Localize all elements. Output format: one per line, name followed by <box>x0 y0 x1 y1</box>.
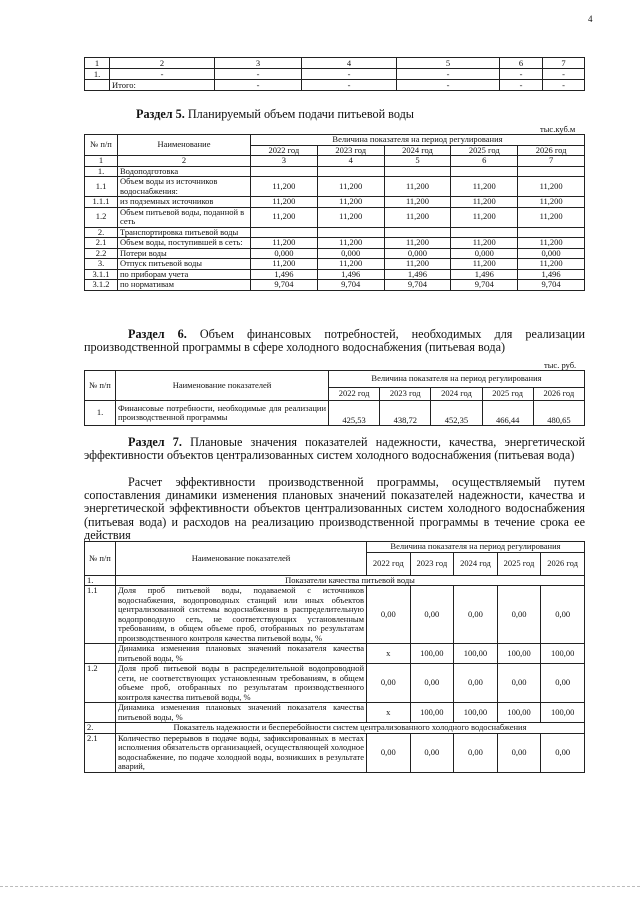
col-header-period: Величина показателя на период регулирования <box>367 542 585 553</box>
table-cell: 0,000 <box>518 248 585 259</box>
table-cell: 9,704 <box>317 280 384 291</box>
section-5-table <box>84 134 585 291</box>
table-row <box>85 664 585 703</box>
table-cell: 2 <box>110 58 215 69</box>
table-cell: Итого: <box>110 80 215 91</box>
table-cell: 1.2 <box>85 664 116 703</box>
table-cell: 0,000 <box>317 248 384 259</box>
table-row <box>85 371 585 388</box>
table-row <box>85 238 585 249</box>
col-header-period: Величина показателя на период регулирования <box>251 135 585 146</box>
table-cell: 0,00 <box>541 733 585 772</box>
table-cell: 2. <box>85 227 118 238</box>
table-cell: Объем воды, поступившей в сеть: <box>118 238 251 249</box>
table-cell: 1,496 <box>384 269 451 280</box>
table-cell: 1.1 <box>85 586 116 644</box>
table-cell: 11,200 <box>518 238 585 249</box>
table-cell: 11,200 <box>251 207 318 227</box>
table-cell: 1. <box>85 401 116 426</box>
table-cell: 0,00 <box>454 733 498 772</box>
table-cell: 100,00 <box>410 703 454 723</box>
year-header: 2025 год <box>482 388 533 401</box>
table-row <box>85 197 585 208</box>
section-7-title-text: Плановые значения показателей надежности, качества, энергетической эффективности объектов централизованных систем холодного водоснабжения (питьевая вода) <box>84 435 585 463</box>
table-row <box>85 156 585 167</box>
table-cell: 6 <box>451 156 518 167</box>
table-cell: 11,200 <box>384 259 451 270</box>
table-cell: 0,000 <box>251 248 318 259</box>
table-cell: 100,00 <box>454 703 498 723</box>
table-cell: Количество перерывов в подаче воды, зафиксированных в местах исполнения обязательств организацией, осуществляющей холодное водоснабжение, по подаче холодной воды, возникших в результате аварий, <box>116 733 367 772</box>
table-cell: х <box>367 703 411 723</box>
table-cell: по приборам учета <box>118 269 251 280</box>
table-row <box>85 166 585 177</box>
table-cell: 11,200 <box>384 197 451 208</box>
table-cell: 7 <box>518 156 585 167</box>
table-cell: 4 <box>317 156 384 167</box>
table-cell: 480,65 <box>533 401 584 426</box>
table-cell: х <box>367 644 411 664</box>
table-cell: 0,00 <box>497 733 541 772</box>
table-cell: 3.1.2 <box>85 280 118 291</box>
section-heading-row: Показатель надежности и бесперебойности систем централизованного холодного водоснабжения <box>116 723 585 734</box>
table-cell <box>384 166 451 177</box>
table-cell: 2. <box>85 723 116 734</box>
table-cell: 11,200 <box>451 207 518 227</box>
table-row <box>85 733 585 772</box>
table-row <box>85 542 585 553</box>
table-cell: 5 <box>384 156 451 167</box>
col-header-period: Величина показателя на период регулирования <box>329 371 585 388</box>
col-header-num: № п/п <box>85 371 116 401</box>
table-cell: - <box>543 69 585 80</box>
table-cell: 452,35 <box>431 401 482 426</box>
year-header: 2025 год <box>497 552 541 575</box>
section-6-title-text: Объем финансовых потребностей, необходимых для реализации производственной программы в сфере холодного водоснабжения (питьевая вода) <box>84 327 585 355</box>
table-cell: 1 <box>85 156 118 167</box>
table-cell: 0,00 <box>367 733 411 772</box>
table-cell: 9,704 <box>251 280 318 291</box>
table-row <box>85 644 585 664</box>
table-cell <box>85 80 110 91</box>
table-cell <box>518 166 585 177</box>
table-cell: 11,200 <box>451 177 518 197</box>
year-header: 2023 год <box>410 552 454 575</box>
section-5-title-bold: Раздел 5. <box>136 107 185 121</box>
section-heading-row: Показатели качества питьевой воды <box>116 575 585 586</box>
table-cell: 0,00 <box>367 586 411 644</box>
table-cell: Объем воды из источников водоснабжения: <box>118 177 251 197</box>
table-cell: 11,200 <box>384 207 451 227</box>
year-header: 2025 год <box>451 145 518 156</box>
table-cell: 1 <box>85 58 110 69</box>
table-cell <box>451 227 518 238</box>
table-cell: 1. <box>85 166 118 177</box>
year-header: 2024 год <box>384 145 451 156</box>
table-row <box>85 575 585 586</box>
table-row <box>85 58 585 69</box>
table-cell <box>251 166 318 177</box>
table-cell: - <box>500 80 543 91</box>
section-5-title <box>136 108 596 121</box>
table-cell: 11,200 <box>451 197 518 208</box>
table-cell: 9,704 <box>518 280 585 291</box>
table-cell: 100,00 <box>454 644 498 664</box>
table-cell: 6 <box>500 58 543 69</box>
table-cell: 3 <box>215 58 302 69</box>
table-cell: Динамика изменения плановых значений показателя качества питьевой воды, % <box>116 644 367 664</box>
table-cell <box>85 644 116 664</box>
section-7-title <box>84 436 585 462</box>
section-6-table <box>84 370 585 426</box>
table-cell: 0,00 <box>410 586 454 644</box>
table-cell: 0,000 <box>384 248 451 259</box>
section-7-paragraph: Расчет эффективности производственной программы, осуществляемый путем сопоставления динамики изменения плановых значений показателей надежности, качества и энергетической эффективности объектов централизованных систем холодного водоснабжения (питьевая вода) и расходов на реализацию производственной программы в течение срока ее действия <box>84 475 585 542</box>
table-cell: 2.1 <box>85 238 118 249</box>
table-row <box>85 177 585 197</box>
continuation-table <box>84 57 585 91</box>
table-cell <box>317 227 384 238</box>
table-cell <box>384 227 451 238</box>
table-cell: 11,200 <box>251 197 318 208</box>
year-header: 2026 год <box>533 388 584 401</box>
page-bottom-edge <box>0 886 640 895</box>
col-header-num: № п/п <box>85 542 116 576</box>
col-header-name: Наименование показателей <box>116 371 329 401</box>
table-row <box>85 248 585 259</box>
section-6-unit: тыс. руб. <box>544 360 577 370</box>
section-7-title-bold: Раздел 7. <box>128 435 182 449</box>
table-cell: 11,200 <box>451 259 518 270</box>
table-cell: 0,00 <box>454 664 498 703</box>
table-cell <box>317 166 384 177</box>
table-cell: 1. <box>85 69 110 80</box>
table-cell: - <box>397 69 500 80</box>
table-cell: 466,44 <box>482 401 533 426</box>
table-cell: Доля проб питьевой воды, подаваемой с источников водоснабжения, водопроводных станций или иных объектов централизованной системы водоснабжения в распределительную водопроводную сеть, не соответствующих установленным требованиям, в общем объеме проб, отобранных по результатам производственного контроля качества питьевой воды, % <box>116 586 367 644</box>
table-row <box>85 207 585 227</box>
table-cell: 9,704 <box>451 280 518 291</box>
table-cell: 0,000 <box>451 248 518 259</box>
table-cell: 11,200 <box>251 259 318 270</box>
table-cell: 2.2 <box>85 248 118 259</box>
table-row <box>85 401 585 426</box>
table-cell: 2.1 <box>85 733 116 772</box>
table-cell: 100,00 <box>410 644 454 664</box>
table-cell: 11,200 <box>384 238 451 249</box>
table-cell: Отпуск питьевой воды <box>118 259 251 270</box>
table-cell: 425,53 <box>329 401 380 426</box>
table-cell: - <box>215 80 302 91</box>
table-row <box>85 259 585 270</box>
table-cell: Транспортировка питьевой воды <box>118 227 251 238</box>
year-header: 2022 год <box>367 552 411 575</box>
table-cell: 100,00 <box>541 644 585 664</box>
table-row <box>85 723 585 734</box>
table-cell: 100,00 <box>497 644 541 664</box>
year-header: 2022 год <box>329 388 380 401</box>
table-row <box>85 586 585 644</box>
table-row <box>85 703 585 723</box>
table-row <box>85 227 585 238</box>
table-cell: 11,200 <box>251 238 318 249</box>
table-row <box>85 135 585 146</box>
table-cell: 4 <box>302 58 397 69</box>
table-cell: 438,72 <box>380 401 431 426</box>
table-cell: 11,200 <box>251 177 318 197</box>
section-5-title-text: Планируемый объем подачи питьевой воды <box>184 107 414 121</box>
table-cell <box>85 703 116 723</box>
table-cell: - <box>302 69 397 80</box>
table-cell: 1.2 <box>85 207 118 227</box>
table-cell: 0,00 <box>410 664 454 703</box>
table-cell: 11,200 <box>317 177 384 197</box>
table-cell: 3 <box>251 156 318 167</box>
table-cell: 11,200 <box>317 259 384 270</box>
table-row <box>85 280 585 291</box>
table-cell: 9,704 <box>384 280 451 291</box>
table-cell: 5 <box>397 58 500 69</box>
table-cell: Доля проб питьевой воды в распределительной водопроводной сети, не соответствующих установленным требованиям, в общем объеме проб, отобранных по результатам производственного контроля качества питьевой воды, % <box>116 664 367 703</box>
table-cell: 11,200 <box>384 177 451 197</box>
year-header: 2023 год <box>317 145 384 156</box>
table-cell: 11,200 <box>451 238 518 249</box>
table-cell: 0,00 <box>541 586 585 644</box>
page-number: 4 <box>588 14 593 24</box>
table-cell: - <box>110 69 215 80</box>
year-header: 2023 год <box>380 388 431 401</box>
table-cell: 1,496 <box>317 269 384 280</box>
table-cell: - <box>215 69 302 80</box>
table-cell: 0,00 <box>541 664 585 703</box>
table-cell: Динамика изменения плановых значений показателя качества питьевой воды, % <box>116 703 367 723</box>
table-cell: Потери воды <box>118 248 251 259</box>
table-cell: 3. <box>85 259 118 270</box>
year-header: 2026 год <box>541 552 585 575</box>
table-cell: 1. <box>85 575 116 586</box>
year-header: 2022 год <box>251 145 318 156</box>
table-cell: - <box>397 80 500 91</box>
table-cell: 11,200 <box>317 207 384 227</box>
col-header-name: Наименование <box>118 135 251 156</box>
table-cell: 0,00 <box>497 664 541 703</box>
table-cell: 1,496 <box>251 269 318 280</box>
table-cell: - <box>543 80 585 91</box>
year-header: 2024 год <box>454 552 498 575</box>
table-cell: 0,00 <box>367 664 411 703</box>
table-cell: 11,200 <box>518 177 585 197</box>
year-header: 2026 год <box>518 145 585 156</box>
table-row <box>85 269 585 280</box>
table-cell: Финансовые потребности, необходимые для реализации производственной программы <box>116 401 329 426</box>
section-6-title-bold: Раздел 6. <box>128 327 187 341</box>
table-row <box>85 80 585 91</box>
table-cell: 1,496 <box>518 269 585 280</box>
section-7-table <box>84 541 585 773</box>
col-header-name: Наименование показателей <box>116 542 367 576</box>
table-cell: - <box>500 69 543 80</box>
table-cell: 11,200 <box>518 259 585 270</box>
table-cell <box>251 227 318 238</box>
table-cell: 0,00 <box>410 733 454 772</box>
table-cell: 7 <box>543 58 585 69</box>
table-cell: 11,200 <box>317 197 384 208</box>
table-cell <box>518 227 585 238</box>
table-cell: 11,200 <box>518 197 585 208</box>
table-cell: 100,00 <box>497 703 541 723</box>
section-5-unit: тыс.куб.м <box>540 124 576 134</box>
table-cell <box>451 166 518 177</box>
table-cell: Объем питьевой воды, поданной в сеть <box>118 207 251 227</box>
table-cell: - <box>302 80 397 91</box>
table-cell: 3.1.1 <box>85 269 118 280</box>
table-cell: 1.1.1 <box>85 197 118 208</box>
table-cell: из подземных источников <box>118 197 251 208</box>
table-row <box>85 69 585 80</box>
table-cell: 1.1 <box>85 177 118 197</box>
year-header: 2024 год <box>431 388 482 401</box>
table-cell: 1,496 <box>451 269 518 280</box>
section-6-title <box>84 328 585 354</box>
table-cell: по нормативам <box>118 280 251 291</box>
table-cell: 2 <box>118 156 251 167</box>
col-header-num: № п/п <box>85 135 118 156</box>
table-cell: Водоподготовка <box>118 166 251 177</box>
table-cell: 11,200 <box>317 238 384 249</box>
table-cell: 100,00 <box>541 703 585 723</box>
table-cell: 0,00 <box>497 586 541 644</box>
table-cell: 0,00 <box>454 586 498 644</box>
table-cell: 11,200 <box>518 207 585 227</box>
